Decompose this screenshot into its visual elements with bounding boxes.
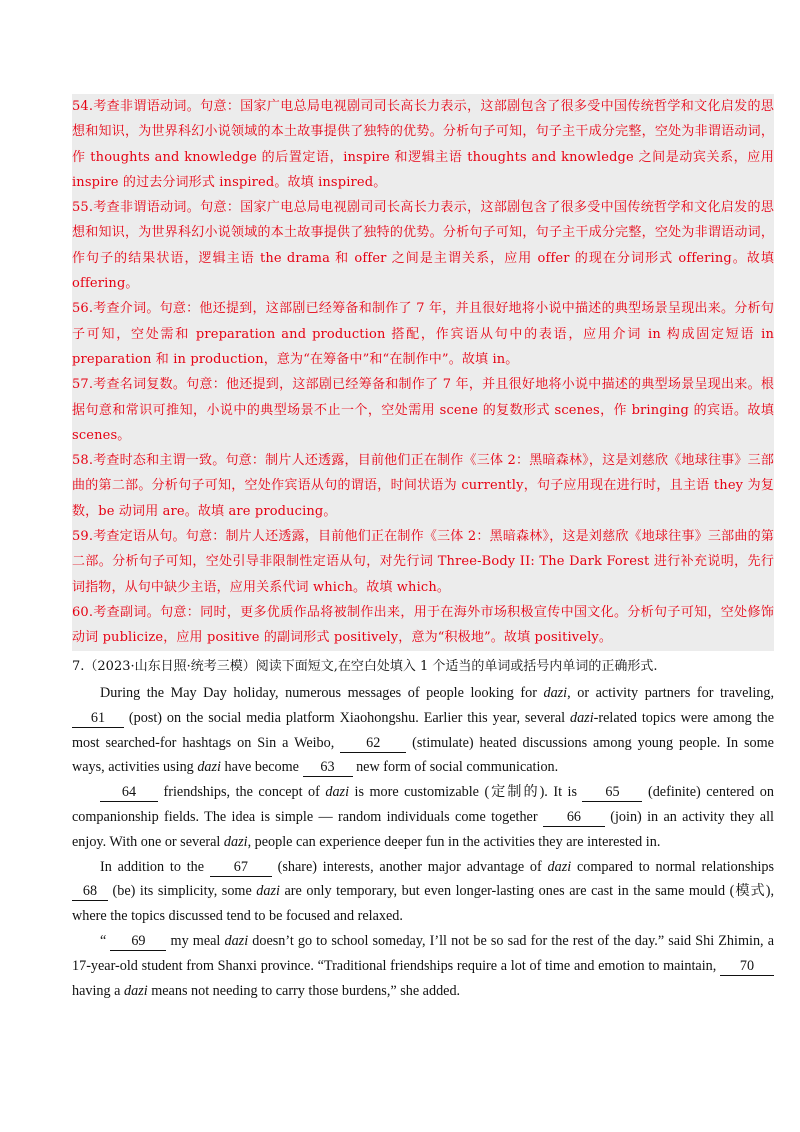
keyword-dazi: dazi <box>325 784 350 801</box>
passage-text: (post) on the social media platform Xiaohongshu. Earlier this year, several <box>124 709 570 726</box>
answer-text: 考查非谓语动词。句意：国家广电总局电视剧司司长高长力表示，这部剧包含了很多受中国传统哲学和文化启发的思想和知识，为世界科幻小说领域的本土故事提供了独特的优势。分析句子可知，句子主干成分完整，空处为非谓语动词，作 thoughts and knowledge 的后置定语，inspire 和逻辑主语 thoughts and knowledge 之间是动宾关系，应用 inspire 的过去分词形式 inspired。故填 inspired。 <box>72 99 774 190</box>
keyword-dazi: dazi <box>569 709 594 726</box>
answer-number: 55. <box>72 200 94 216</box>
answer-number: 59. <box>72 529 94 545</box>
passage-text: friendships, the concept of <box>158 784 326 801</box>
keyword-dazi: dazi <box>124 982 148 999</box>
answer-59 <box>72 524 774 600</box>
passage-text: is more customizable (定制的). It is <box>349 784 583 801</box>
passage-text: During the May Day holiday, numerous messages of people looking for <box>100 685 544 701</box>
passage-text: , or activity partners for traveling, <box>567 685 774 701</box>
blank-63[interactable]: 63 <box>303 759 353 777</box>
blank-66[interactable]: 66 <box>543 809 605 827</box>
passage-text: compared to normal relationships <box>571 858 774 875</box>
answer-number: 57. <box>72 377 94 393</box>
answer-58 <box>72 448 774 524</box>
answer-60 <box>72 600 774 651</box>
answer-number: 54. <box>72 99 94 114</box>
blank-70[interactable]: 70 <box>720 958 774 976</box>
passage-paragraph-1 <box>72 681 774 780</box>
passage-text: (join) in an activity they all enjoy. With one or several <box>72 808 774 850</box>
passage-paragraph-4 <box>72 929 774 1003</box>
passage-text: -related topics were among the most searched-for hashtags on Sin a Weibo, <box>72 709 774 751</box>
blank-65[interactable]: 65 <box>582 784 642 802</box>
answer-text: 考查定语从句。句意：制片人还透露，目前他们正在制作《三体 2：黑暗森林》，这是刘慈欣《地球往事》三部曲的第二部。分析句子可知，空处引导非限制性定语从句，对先行词 Three-Body II: The Dark Forest 进行补充说明，先行词指物，从句中缺少主语，应用关系代词 which。故填 which。 <box>72 529 774 595</box>
answer-55 <box>72 195 774 296</box>
passage-text: “ <box>100 932 111 949</box>
keyword-dazi: dazi <box>256 883 280 900</box>
blank-61[interactable]: 61 <box>72 710 124 728</box>
answer-text: 考查名词复数。句意：他还提到，这部剧已经筹备和制作了 7 年，并且很好地将小说中描述的典型场景呈现出来。根据句意和常识可推知，小说中的典型场景不止一个，空处需用 scene 的复数形式 scenes，作 bringing 的宾语。故填 scenes。 <box>72 377 774 443</box>
answer-text: 考查副词。句意：同时，更多优质作品将被制作出来，用于在海外市场积极宣传中国文化。分析句子可知，空处修饰动词 publicize，应用 positive 的副词形式 positively，意为“积极地”。故填 positively。 <box>72 604 774 646</box>
answer-text: 考查时态和主谓一致。句意：制片人还透露，目前他们正在制作《三体 2：黑暗森林》，这是刘慈欣《地球往事》三部曲的第二部。分析句子可知，空处作宾语从句的谓语，时间状语为 currently，句子应用现在进行时，且主语 they 为复数，be 动词用 are。故填 are producing。 <box>72 453 774 519</box>
passage-text: (be) its simplicity, some <box>108 883 257 900</box>
passage-text: In addition to the <box>100 858 210 875</box>
keyword-dazi: dazi <box>197 759 221 776</box>
passage-paragraph-2 <box>72 780 774 854</box>
blank-64[interactable]: 64 <box>100 784 158 802</box>
passage-text: having a <box>72 982 125 999</box>
keyword-dazi: dazi <box>223 833 248 850</box>
answer-number: 58. <box>72 453 94 469</box>
passage-text: means not needing to carry those burdens,” she added. <box>147 982 461 999</box>
answer-text: 考查非谓语动词。句意：国家广电总局电视剧司司长高长力表示，这部剧包含了很多受中国传统哲学和文化启发的思想和知识，为世界科幻小说领域的本土故事提供了独特的优势。分析句子可知，句子主干成分完整，空处为非谓语动词，作句子的结果状语，逻辑主语 the drama 和 offer 之间是主谓关系，应用 offer 的现在分词形式 offering。故填 offering。 <box>72 200 774 292</box>
passage-text: my meal <box>166 932 225 949</box>
keyword-dazi: dazi <box>224 932 249 949</box>
answer-number: 56. <box>72 301 94 317</box>
passage-text: (stimulate) heated discussions among young people. In some ways, activities using <box>72 734 774 776</box>
passage-text: have become <box>220 759 303 776</box>
answer-text: 考查介词。句意：他还提到，这部剧已经筹备和制作了 7 年，并且很好地将小说中描述的典型场景呈现出来。分析句子可知，空处需和 preparation and production 搭配，作宾语从句中的表语，应用介词 in 构成固定短语 in preparation 和 in production，意为“在筹备中”和“在制作中”。故填 in。 <box>72 301 774 367</box>
answer-number: 60. <box>72 604 94 620</box>
blank-68[interactable]: 68 <box>72 883 108 901</box>
passage-text: (definite) centered on companionship fields. The idea is simple — random individuals come together <box>72 784 774 825</box>
passage-text: (share) interests, another major advantage of <box>271 858 548 875</box>
passage-text: are only temporary, but even longer-lasting ones are cast in the same mould (模式), where the topics discussed tend to be focused and relaxed. <box>72 883 774 925</box>
answer-56 <box>72 296 774 372</box>
blank-69[interactable]: 69 <box>110 933 166 951</box>
passage-text: new form of social communication. <box>352 759 559 776</box>
keyword-dazi: dazi <box>547 858 572 875</box>
answer-57 <box>72 372 774 448</box>
passage-text: , people can experience deeper fun in the activities they are interested in. <box>247 833 661 850</box>
question-heading: 7.（2023·山东日照·统考三模）阅读下面短文,在空白处填入 1 个适当的单词或括号内单词的正确形式. <box>72 659 658 674</box>
answer-explanations <box>72 94 774 651</box>
passage-text: doesn’t go to school someday, I’ll not be so sad for the rest of the day.” said Shi Zhimin, a 17-year-old student from Shanxi province. “Traditional friendships require a lot of time and emotion to maintain, <box>72 932 774 974</box>
blank-67[interactable]: 67 <box>210 859 272 877</box>
blank-62[interactable]: 62 <box>340 735 406 753</box>
passage-paragraph-3 <box>72 855 774 929</box>
cloze-passage <box>72 656 774 1003</box>
answer-54 <box>72 94 774 195</box>
keyword-dazi: dazi <box>543 685 568 701</box>
